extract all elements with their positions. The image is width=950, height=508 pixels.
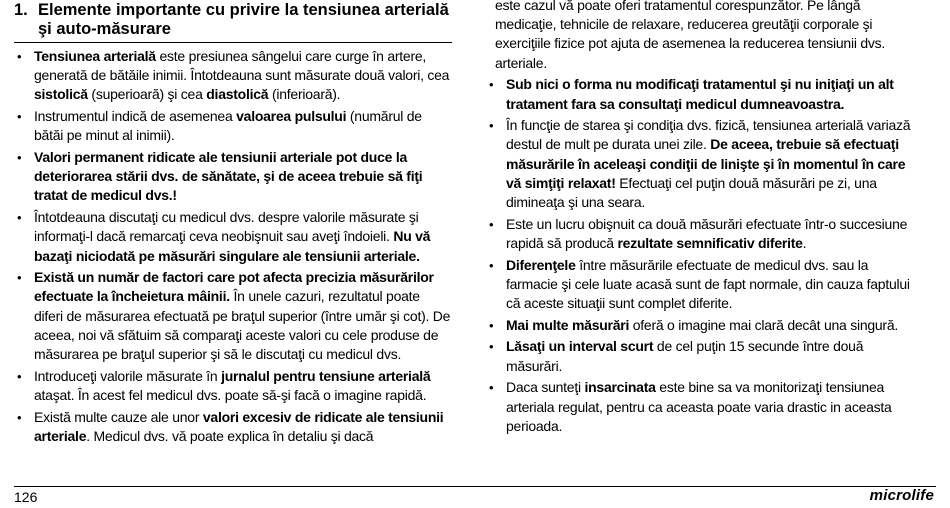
text-run: . (802, 234, 807, 251)
bold-text: valoarea pulsului (236, 108, 347, 125)
text-run: ataşat. În acest fel medicul dvs. poate să-şi facă o imagine rapidă. (34, 386, 427, 403)
text-run: de cel puţin 15 secunde între două măsurări. (506, 338, 864, 374)
bold-text: Sub nici o forma nu modificaţi tratamentul şi nu iniţiaţi un alt tratament fara sa consultaţi medicul dumneavoastra. (506, 76, 894, 112)
bold-text: diastolică (206, 86, 269, 103)
bold-text: Nu vă bazaţi niciodată pe măsurări singulare ale tensiunii arteriale. (34, 228, 431, 264)
bullet-item (14, 367, 452, 405)
bold-text: sistolică (34, 86, 88, 103)
brand-logo: microlife (869, 487, 934, 504)
bullet-item (486, 337, 922, 375)
text-run: (numărul de bătăi pe minut al inimii). (34, 108, 422, 144)
text-run: Întotdeauna discutaţi cu medicul dvs. despre valorile măsurate şi informaţi-l dacă remarcaţi ceva neobişnuit sau aveţi îndoieli. (34, 209, 419, 245)
bullet-item (486, 378, 922, 436)
bold-text: Există un număr de factori care pot afecta precizia măsurărilor efectuate la încheietura mâinii. (34, 269, 434, 305)
bold-text: valori excesiv de ridicate ale tensiunii arteriale (34, 408, 444, 444)
bold-text: jurnalul pentru tensiune arterială (221, 367, 431, 384)
bold-text: Diferenţele (506, 256, 576, 273)
bold-text: Tensiunea arterială (34, 48, 156, 64)
bullet-item (486, 116, 922, 212)
section-number: 1. (14, 1, 28, 19)
text-run: Efectuaţi cel puţin două măsurări pe zi, una dimineaţa şi una seara. (506, 174, 877, 211)
text-run: oferă o imagine mai clară decât una singură. (629, 316, 899, 333)
bold-text: Mai multe măsurări (506, 316, 630, 333)
bullet-item (486, 215, 922, 253)
page-number: 126 (14, 489, 38, 505)
bullet-item (486, 75, 922, 113)
text-run: Este un lucru obişnuit ca două măsurări efectuate într-o succesiune rapidă să producă (506, 215, 908, 251)
right-bullet-list (486, 0, 922, 436)
text-run: este bine sa va monitorizaţi tensiunea arteriala regulat, pentru ca aceasta poate varia drastic in aceasta perioada. (506, 379, 892, 434)
text-run: este cazul vă poate oferi tratamentul corespunzător. Pe lângă medicaţie, tehnicile de relaxare, reducerea greutăţii corporale şi exerciţiile fizice pot ajuta de asemenea la reducerea tensiunii dvs. arteriale. (495, 0, 886, 71)
continued-paragraph (486, 0, 922, 73)
text-run: (superioară) şi cea (87, 86, 207, 103)
bold-text: De aceea, trebuie să efectuaţi măsurările în aceleaşi condiţii de linişte şi în momentul în care vă simţiţi relaxat! (506, 136, 906, 191)
section-title: Elemente importante cu privire la tensiunea arterială şi auto-măsurare (38, 1, 449, 38)
text-run: Există multe cauze ale unor (34, 408, 203, 425)
text-run: În unele cazuri, rezultatul poate diferi de măsurarea efectuată pe braţul superior (între umăr şi cot). De aceea, noi vă sfătuim să comparaţi aceste valori cu cele produse de măsurarea pe braţul superior şi să le discutaţi cu medicul dvs. (34, 288, 451, 363)
left-column (14, 0, 452, 449)
bold-text: Lăsaţi un interval scurt (506, 338, 654, 355)
bold-text: Valori permanent ridicate ale tensiunii arteriale pot duce la deteriorarea stării dvs. de sănătate, şi de aceea trebuie să fiţi tratat de medicul dvs.! (34, 149, 423, 204)
right-column (486, 0, 922, 438)
text-run: între măsurările efectuate de medicul dvs. sau la farmacie şi cele luate acasă sunt de fapt normale, din cauza faptului că aceste situaţii sunt complet diferite. (506, 256, 910, 312)
bullet-item (14, 208, 452, 266)
bullet-item (14, 107, 452, 145)
text-run: Instrumentul indică de asemenea (34, 108, 237, 125)
bullet-item (14, 268, 452, 364)
bullet-item (14, 148, 452, 206)
text-run: . Medicul dvs. vă poate explica în detaliu şi dacă (86, 427, 374, 444)
left-bullet-list (14, 47, 452, 446)
text-run: Daca sunteţi (506, 379, 585, 396)
section-heading (14, 1, 452, 39)
text-run: Introduceţi valorile măsurate în (34, 367, 222, 384)
bullet-item (14, 408, 452, 446)
bold-text: insarcinata (584, 379, 656, 396)
bullet-item (486, 316, 922, 335)
text-run: În funcţie de starea şi condiţia dvs. fizică, tensiunea arterială variază destul de mult pe durata unei zile. (506, 117, 911, 153)
bullet-item (14, 47, 452, 105)
bold-text: rezultate semnificativ diferite (617, 234, 803, 251)
text-run: este presiunea sângelui care curge în artere, generată de bătăile inimii. Întotdeauna sunt măsurate două valori, cea (34, 48, 450, 84)
heading-rule (14, 42, 452, 43)
text-run: (inferioară). (268, 86, 341, 103)
footer-rule (14, 486, 936, 487)
bullet-item (486, 256, 922, 314)
